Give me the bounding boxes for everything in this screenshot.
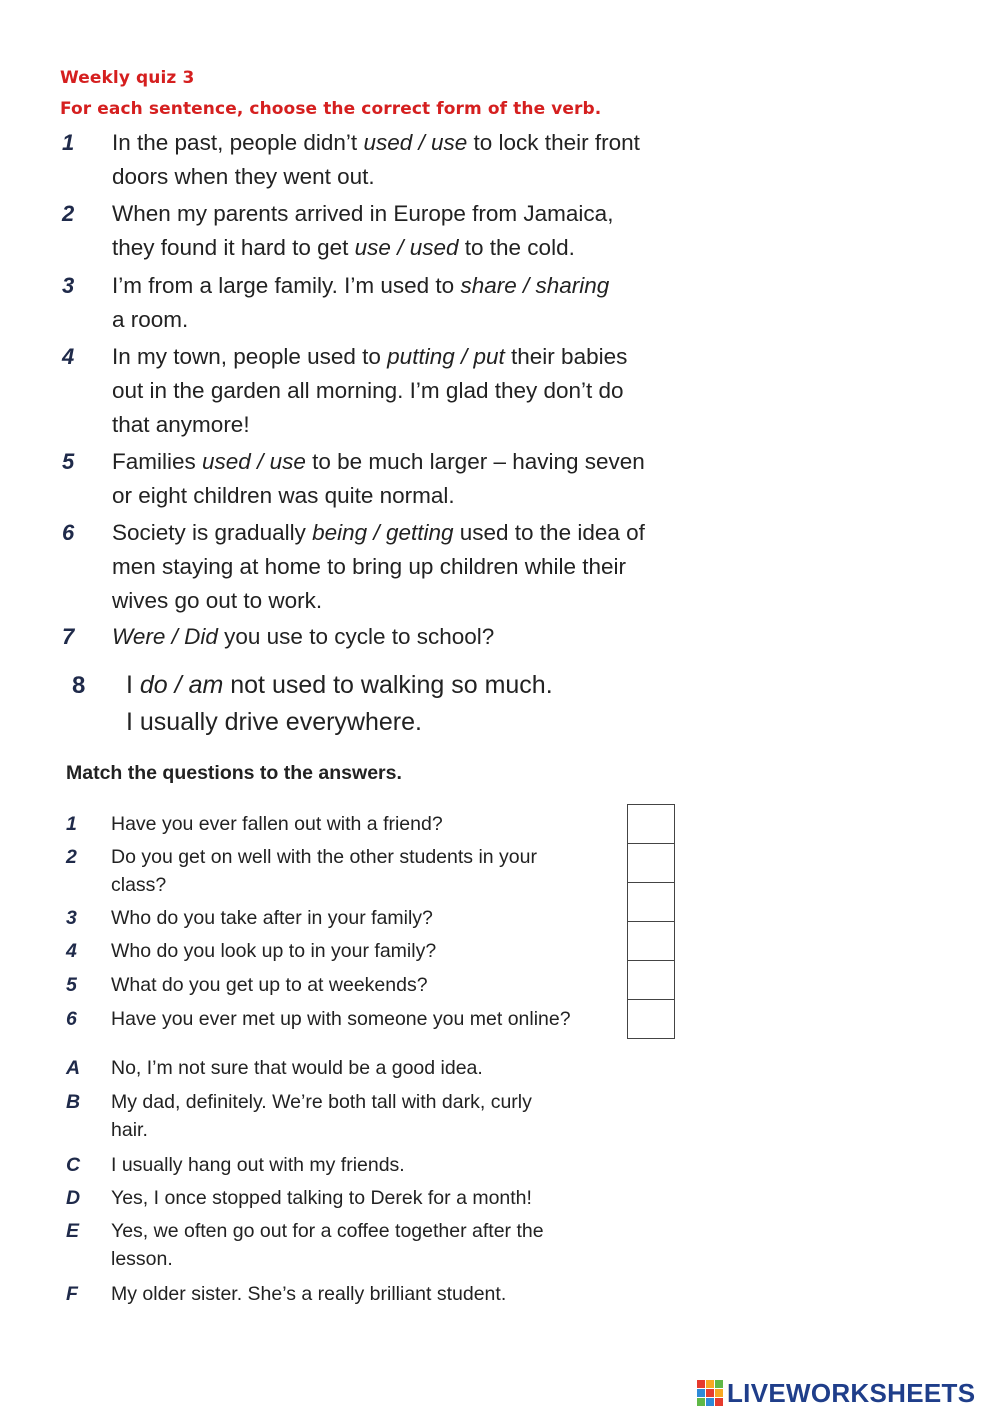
option-were[interactable]: Were xyxy=(112,624,166,649)
option-do[interactable]: do xyxy=(139,671,168,699)
match-question-2: 2 Do you get on well with the other students in your class? xyxy=(66,846,537,896)
answer-B: B My dad, definitely. We’re both tall with dark, curly hair. xyxy=(66,1091,532,1141)
option-used[interactable]: used xyxy=(409,235,459,260)
option-used[interactable]: used xyxy=(202,449,251,474)
answer-C: C I usually hang out with my friends. xyxy=(66,1154,405,1176)
question-3: 3 I’m from a large family. I’m used to share / sharing a room. xyxy=(62,269,722,337)
answer-F: F My older sister. She’s a really brilliant student. xyxy=(66,1283,507,1305)
question-number: 1 xyxy=(62,130,75,155)
option-sharing[interactable]: sharing xyxy=(535,273,610,298)
question-1: 1 In the past, people didn’t used / use to lock their front doors when they went out. xyxy=(62,126,722,194)
question-number: 4 xyxy=(62,344,75,369)
match-question-5: 5 What do you get up to at weekends? xyxy=(66,974,428,996)
answer-A: A No, I’m not sure that would be a good idea. xyxy=(66,1057,483,1079)
quiz-instruction: For each sentence, choose the correct form of the verb. xyxy=(60,99,602,119)
question-6: 6 Society is gradually being / getting used to the idea of men staying at home to bring up children while their wives go out to work. xyxy=(62,516,722,618)
option-did[interactable]: Did xyxy=(184,624,218,649)
question-5: 5 Families used / use to be much larger – having seven or eight children was quite normal. xyxy=(62,445,722,513)
option-used[interactable]: used xyxy=(363,130,413,155)
answer-E: E Yes, we often go out for a coffee together after the lesson. xyxy=(66,1220,544,1270)
logo-icon xyxy=(697,1380,723,1406)
question-number: 5 xyxy=(62,449,75,474)
question-7: 7 Were / Did you use to cycle to school? xyxy=(62,620,722,654)
option-use[interactable]: use xyxy=(269,449,306,474)
answer-box-5[interactable] xyxy=(627,960,675,999)
answer-box-3[interactable] xyxy=(627,882,675,921)
option-share[interactable]: share xyxy=(460,273,517,298)
section-title: Match the questions to the answers. xyxy=(66,762,402,784)
question-number: 8 xyxy=(72,672,86,699)
liveworksheets-logo xyxy=(697,1378,975,1408)
answer-D: D Yes, I once stopped talking to Derek for a month! xyxy=(66,1187,532,1209)
question-2: 2 When my parents arrived in Europe from Jamaica, they found it hard to get use / used to the cold. xyxy=(62,197,722,265)
question-number: 3 xyxy=(62,273,75,298)
option-am[interactable]: am xyxy=(188,671,224,699)
option-use[interactable]: use xyxy=(431,130,468,155)
option-put[interactable]: put xyxy=(473,344,505,369)
answer-box-2[interactable] xyxy=(627,843,675,882)
answer-box-6[interactable] xyxy=(627,999,675,1039)
option-getting[interactable]: getting xyxy=(385,520,454,545)
question-8: 8 I do / am not used to walking so much. I usually drive everywhere. xyxy=(62,667,722,741)
logo-text: LIVEWORKSHEETS xyxy=(727,1377,976,1408)
question-number: 7 xyxy=(62,624,75,649)
match-question-6: 6 Have you ever met up with someone you met online? xyxy=(66,1008,571,1030)
match-question-3: 3 Who do you take after in your family? xyxy=(66,907,433,929)
answer-box-1[interactable] xyxy=(627,804,675,843)
question-number: 6 xyxy=(62,520,75,545)
answer-box-4[interactable] xyxy=(627,921,675,960)
option-being[interactable]: being xyxy=(312,520,368,545)
match-question-1: 1 Have you ever fallen out with a friend? xyxy=(66,813,443,835)
option-use[interactable]: use xyxy=(354,235,391,260)
question-4: 4 In my town, people used to putting / put their babies out in the garden all morning. I’m glad they don’t do that anymore! xyxy=(62,340,722,442)
answer-boxes xyxy=(627,804,675,1039)
match-question-4: 4 Who do you look up to in your family? xyxy=(66,940,437,962)
option-putting[interactable]: putting xyxy=(387,344,455,369)
question-number: 2 xyxy=(62,201,75,226)
quiz-title: Weekly quiz 3 xyxy=(60,68,195,88)
